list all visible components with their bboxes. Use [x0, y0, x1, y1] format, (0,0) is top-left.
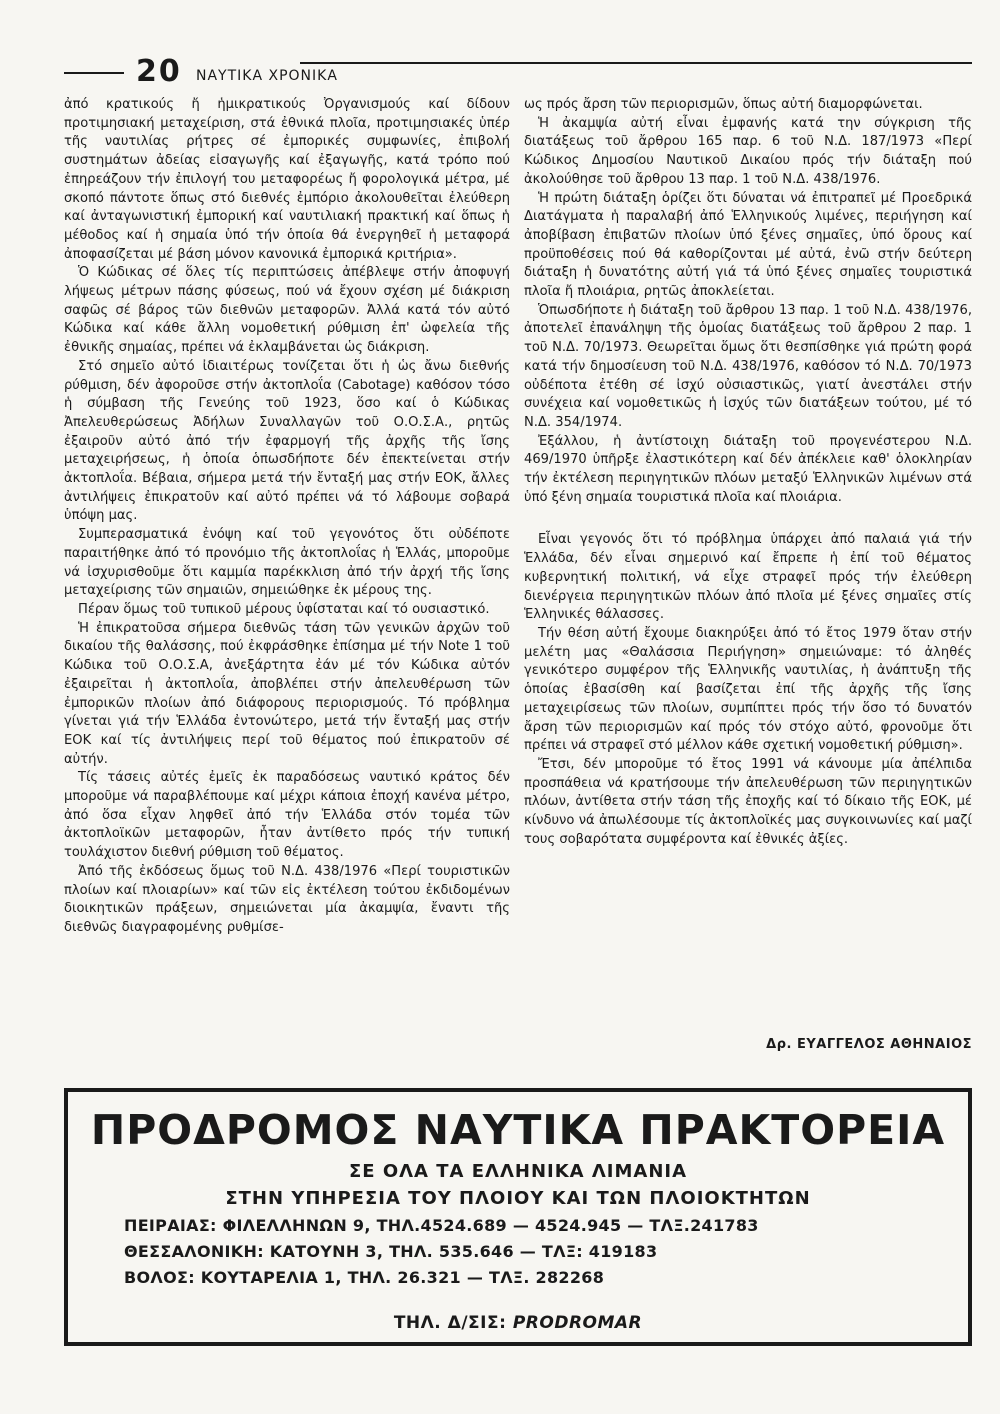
left-paragraph: Τίς τάσεις αὐτές ἐμεῖς ἐκ παραδόσεως ναυτικό κράτος δέν μποροῦμε νά παραβλέπουμε καί μέχρι κάποια ἐποχή κανένα μέτρο, ἀπό ὅσα εἶχαν ληφθεῖ ἀπό τήν Ἑλλάδα στόν τομέα τῶν ἀκτοπλοϊκῶν μεταφορῶν, ἦταν ἀντίθετο πρός τήν τυπική τουλάχιστον διεθνή ρύθμιση τοῦ θέματος.: [64, 770, 510, 861]
left-paragraph: Ὁ Κώδικας σέ ὅλες τίς περιπτώσεις ἀπέβλεψε στήν ἀποφυγή λήψεως μέτρων πάσης φύσεως, πού νά ἔχουν σχέση μέ διάκριση σαφῶς σέ βάρος τῶν διεθνῶν μεταφορῶν. Ἀλλά κατά τόν αὐτό Κώδικα καί κάθε ἄλλη νομοθετική ρύθμιση ἐπ' ὠφελεία τῆς ἐθνικῆς σημαίας, πρέπει νά ἐκλαμβάνεται ὡς διάκριση.: [64, 265, 510, 356]
right-paragraph: Ὁπωσδήποτε ἡ διάταξη τοῦ ἄρθρου 13 παρ. 1 τοῦ Ν.Δ. 438/1976, ἀποτελεῖ ἐπανάληψη τῆς ὁμοίας διατάξεως τοῦ ἄρθρου 2 παρ. 1 τοῦ Ν.Δ. 70/1973. Θεωρεῖται ὅμως ὅτι θεσπίσθηκε γιά πρώτη φορά κατά τήν δημοσίευση τοῦ Ν.Δ. 438/1976, καθόσον τό Ν.Δ. 70/1973 οὐδέποτα ἐτέθη σέ ἰσχύ οὐσιαστικῶς, γιατί ἀνεστάλει στήν συνέχεια καί νομοθετικῶς ἡ ἰσχύς τῶν διατάξεων τούτου, μέ τό Ν.Δ. 354/1974.: [524, 302, 972, 430]
left-paragraph: Πέραν ὅμως τοῦ τυπικοῦ μέρους ὑφίσταται καί τό ουσιαστικό.: [78, 601, 490, 617]
ad-title: ΠΡΟΔΡΟΜΟΣ ΝΑΥΤΙΚΑ ΠΡΑΚΤΟΡΕΙΑ: [90, 1106, 946, 1154]
right-column: [524, 96, 972, 1036]
right-paragraph: Ἐξάλλου, ἡ ἀντίστοιχη διάταξη τοῦ προγενέστερου Ν.Δ. 469/1970 ὑπῆρξε ἐλαστικότερη καί δέν ἀπέκλειε καθ' ὁλοκληρίαν τήν ἐκτέλεση περιηγητικῶν πλόων μεταξύ Ἑλληνικῶν λιμένων στά ὑπό ξένη σημαία τουριστικά πλοῖα καί πλοιάρια.: [524, 433, 972, 505]
advertisement-box: [64, 1088, 972, 1346]
right-paragraph: Ἡ πρώτη διάταξη ὁρίζει ὅτι δύναται νά ἐπιτραπεῖ μέ Προεδρικά Διατάγματα ἡ παραλαβή ἀπό Ἑλληνικούς λιμένες, περιήγηση καί ἀποβίβαση ἐπιβατῶν πλοίων ὑπό ξένες σημαῖες, ὑπό ὅρους καί προϋποθέσεις πού θά καθορίζονται μέ αὐτά, ἐνῶ στήν δεύτερη διάταξη ἡ δυνατότης αὐτή γιά τά ὑπό ξένες σημαῖες τουριστικά πλοῖα ἤ πλοιάρια, ρητῶς ἀποκλείεται.: [524, 190, 972, 300]
left-paragraph: Συμπερασματικά ἐνόψη καί τοῦ γεγονότος ὅτι οὐδέποτε παραιτήθηκε ἀπό τό προνόμιο τῆς ἀκτοπλοΐας ἡ Ἑλλάς, μποροῦμε νά ἰσχυρισθοῦμε ὅτι καμμία παρέκκλιση ἀπό τήν ἀρχή τῆς ἴσης μεταχείρισης τῶν σημαιῶν, σημειώθηκε ἐκ μέρους της.: [64, 527, 510, 599]
ad-office-piraeus: ΠΕΙΡΑΙΑΣ: ΦΙΛΕΛΛΗΝΩΝ 9, ΤΗΛ.4524.689 — 4524.945 — ΤΛΞ.241783: [124, 1216, 759, 1235]
right-paragraph: Ἔτσι, δέν μποροῦμε τό ἔτος 1991 νά κάνουμε μία ἀπέλπιδα προσπάθεια νά κρατήσουμε τήν ἀπελευθέρωση τῶν περιηγητικῶν πλόων, ἀντίθετα στήν τάση τῆς ἐποχῆς καί τό δίκαιο τῆς ΕΟΚ, μέ κίνδυνο νά ἀπωλέσουμε τίς ἀκτοπλοϊκές μας συγκοινωνίες καί μαζί τους σοβαρότατα συμφέροντα καί ἐθνικές ἀξίες.: [524, 756, 972, 847]
page-number: 20: [136, 54, 182, 89]
ad-office-thessaloniki: ΘΕΣΣΑΛΟΝΙΚΗ: ΚΑΤΟΥΝΗ 3, ΤΗΛ. 535.646 — ΤΛΞ: 419183: [124, 1242, 658, 1261]
left-paragraph: ἀπό κρατικούς ἤ ἡμικρατικούς Ὀργανισμούς καί δίδουν προτιμησιακή μεταχείριση, στά ἐθνικά πλοῖα, προτιμησιακές ὑπέρ τῆς ναυτιλίας ρήτρες σέ ἐμπορικές συμφωνίες, ἐπιβολή συστημάτων ἀδείας εἰσαγωγῆς καί ἐξαγωγῆς, κατά τρόπο πού ἐπηρεάζουν τήν ἐπιλογή του μεταφορέως ἤ φορολογικά μέτρα, μέ σκοπό πάντοτε ὅπως στό διεθνές ἐμπόριο ἀκολουθεῖται ἐλεύθερη καί ἀνταγωνιστική ἐμπορική καί ναυτιλιακή πρακτική καί ὅπως ἡ μέθοδος καί ἡ σημαία ὑπό τήν ὁποία θά ἐνεργηθεῖ ἡ μεταφορά ἀποφασίζεται μέ βάση μόνον κανονικά ἐμπορικά κριτήρια».: [64, 97, 510, 262]
ad-cable-value: PRODROMAR: [512, 1313, 643, 1333]
ad-subtitle-service: ΣΤΗΝ ΥΠΗΡΕΣΙΑ ΤΟΥ ΠΛΟΙΟΥ ΚΑΙ ΤΩΝ ΠΛΟΙΟΚΤΗΤΩΝ: [225, 1188, 811, 1209]
right-paragraph: Τήν θέση αὐτή ἔχουμε διακηρύξει ἀπό τό ἔτος 1979 ὅταν στήν μελέτη μας «Θαλάσσια Περιήγηση» σημειώναμε: τό ἀληθές γενικότερο συμφέρον τῆς Ἑλληνικῆς ναυτιλίας, ἡ ἀνάπτυξη τῆς ὁποίας ἐβασίσθη καί βασίζεται ἐπί τῆς ἀρχῆς τῆς ἴσης μεταχειρίσεως τῶν πλοίων, συμπίπτει πρός τήν ὅσο τό δυνατόν ἄρση τῶν περιορισμῶν καί πρός τόν στόχο αὐτό, φρονοῦμε ὅτι πρέπει νά στραφεῖ στό μέλλον κάθε σχετική νομοθετική ρύθμιση».: [524, 625, 972, 754]
left-paragraph: Στό σημεῖο αὐτό ἰδιαιτέρως τονίζεται ὅτι ἡ ὡς ἄνω διεθνής ρύθμιση, δέν ἀφοροῦσε στήν ἀκτοπλοΐα (Cabotage) καθόσον τόσο ἡ σύμβαση τῆς Γενεύης τοῦ 1923, ὅσο καί ὁ Κώδικας Ἀπελευθερώσεως Ἀδήλων Συναλλαγῶν τοῦ Ο.Ο.Σ.Α., ρητῶς ἐξαιροῦν αὐτό ἀπό τήν ἐφαρμογή τῆς ἀρχῆς τῆς ἴσης μεταχειρήσεως, ἡ ὁποία ὁπωσδήποτε δέν ἐπεκτείνεται στήν ἀκτοπλοΐα. Βέβαια, σήμερα μετά τήν ἔνταξή μας στήν ΕΟΚ, ἄλλες ἀντιλήψεις ἐπικρατοῦν καί αὐτό πρέπει νά τό λάβουμε σοβαρά ὑπόψη μας.: [64, 358, 510, 524]
left-paragraph: Ἡ ἐπικρατοῦσα σήμερα διεθνῶς τάση τῶν γενικῶν ἀρχῶν τοῦ δικαίου τῆς θαλάσσης, πού ἐκφράσθηκε ἐπίσημα μέ τήν Note 1 τοῦ Κώδικα τοῦ Ο.Ο.Σ.Α, ἀνεξάρτητα ἐάν μέ τόν Κώδικα αὐτόν ἐξαιρεῖται ἡ ἀκτοπλοΐα, ἀποβλέπει στήν ἀπελευθέρωση τῶν ἐμπορικῶν πλοίων ἀπό διάφορους περιορισμούς. Τό πρόβλημα γίνεται γιά τήν Ἑλλάδα ἐντονώτερο, μετά τήν ἔνταξή μας στήν ΕΟΚ καί τίς ἀντιλήψεις περί τοῦ θέματος πού ἐπικρατοῦν σέ αὐτήν.: [64, 620, 510, 767]
publication-name: ΝΑΥΤΙΚΑ ΧΡΟΝΙΚΑ: [196, 68, 338, 84]
right-paragraph: Εἶναι γεγονός ὅτι τό πρόβλημα ὑπάρχει ἀπό παλαιά γιά τήν Ἑλλάδα, δέν εἶναι σημερινό καί ἔπρεπε ἡ ἐπί τοῦ θέματος κυβερνητική πολιτική, νά εἶχε στραφεῖ πρός τήν ἐλεύθερη διενέργεια περιηγητικῶν πλόων ἀπό πλοῖα μέ ξένες σημαῖες στίς Ἑλληνικές θάλασσες.: [524, 532, 972, 623]
ad-cable-label: ΤΗΛ. Δ/ΣΙΣ:: [393, 1313, 507, 1333]
right-paragraph: ως πρός ἄρση τῶν περιορισμῶν, ὅπως αὐτή διαμορφώνεται.: [524, 97, 923, 112]
header-rule-left: [64, 72, 124, 74]
left-paragraph: Ἀπό τῆς ἐκδόσεως ὅμως τοῦ Ν.Δ. 438/1976 «Περί τουριστικῶν πλοίων καί πλοιαρίων» καί τῶν εἰς ἐκτέλεση τούτου ἐκδιδομένων διοικητικῶν πράξεων, σημειώνεται μία ἀκαμψία, ἔναντι τῆς διεθνῶς διαγραφομένης ρυθμίσε-: [64, 863, 510, 935]
ad-office-volos: ΒΟΛΟΣ: ΚΟΥΤΑΡΕΛΙΑ 1, ΤΗΛ. 26.321 — ΤΛΞ. 282268: [124, 1268, 605, 1287]
page-header: [64, 52, 972, 92]
author-signature: Δρ. ΕΥΑΓΓΕΛΟΣ ΑΘΗΝΑΙΟΣ: [766, 1037, 972, 1052]
ad-subtitle-ports: ΣΕ ΟΛΑ ΤΑ ΕΛΛΗΝΙΚΑ ΛΙΜΑΝΙΑ: [348, 1161, 688, 1182]
header-rule-right: [300, 62, 972, 64]
right-paragraph: Ἡ ἀκαμψία αὐτή εἶναι ἐμφανής κατά την σύγκριση τῆς διατάξεως τοῦ ἄρθρου 165 παρ. 6 τοῦ Ν.Δ. 187/1973 «Περί Κώδικος Δημοσίου Ναυτικοῦ Δικαίου πρός τήν διάταξη πού ἀκολούθησε τοῦ ἄρθρου 13 παρ. 1 τοῦ Ν.Δ. 438/1976.: [524, 115, 972, 187]
left-column: [64, 96, 510, 1084]
ad-cable-address: [68, 1313, 968, 1333]
